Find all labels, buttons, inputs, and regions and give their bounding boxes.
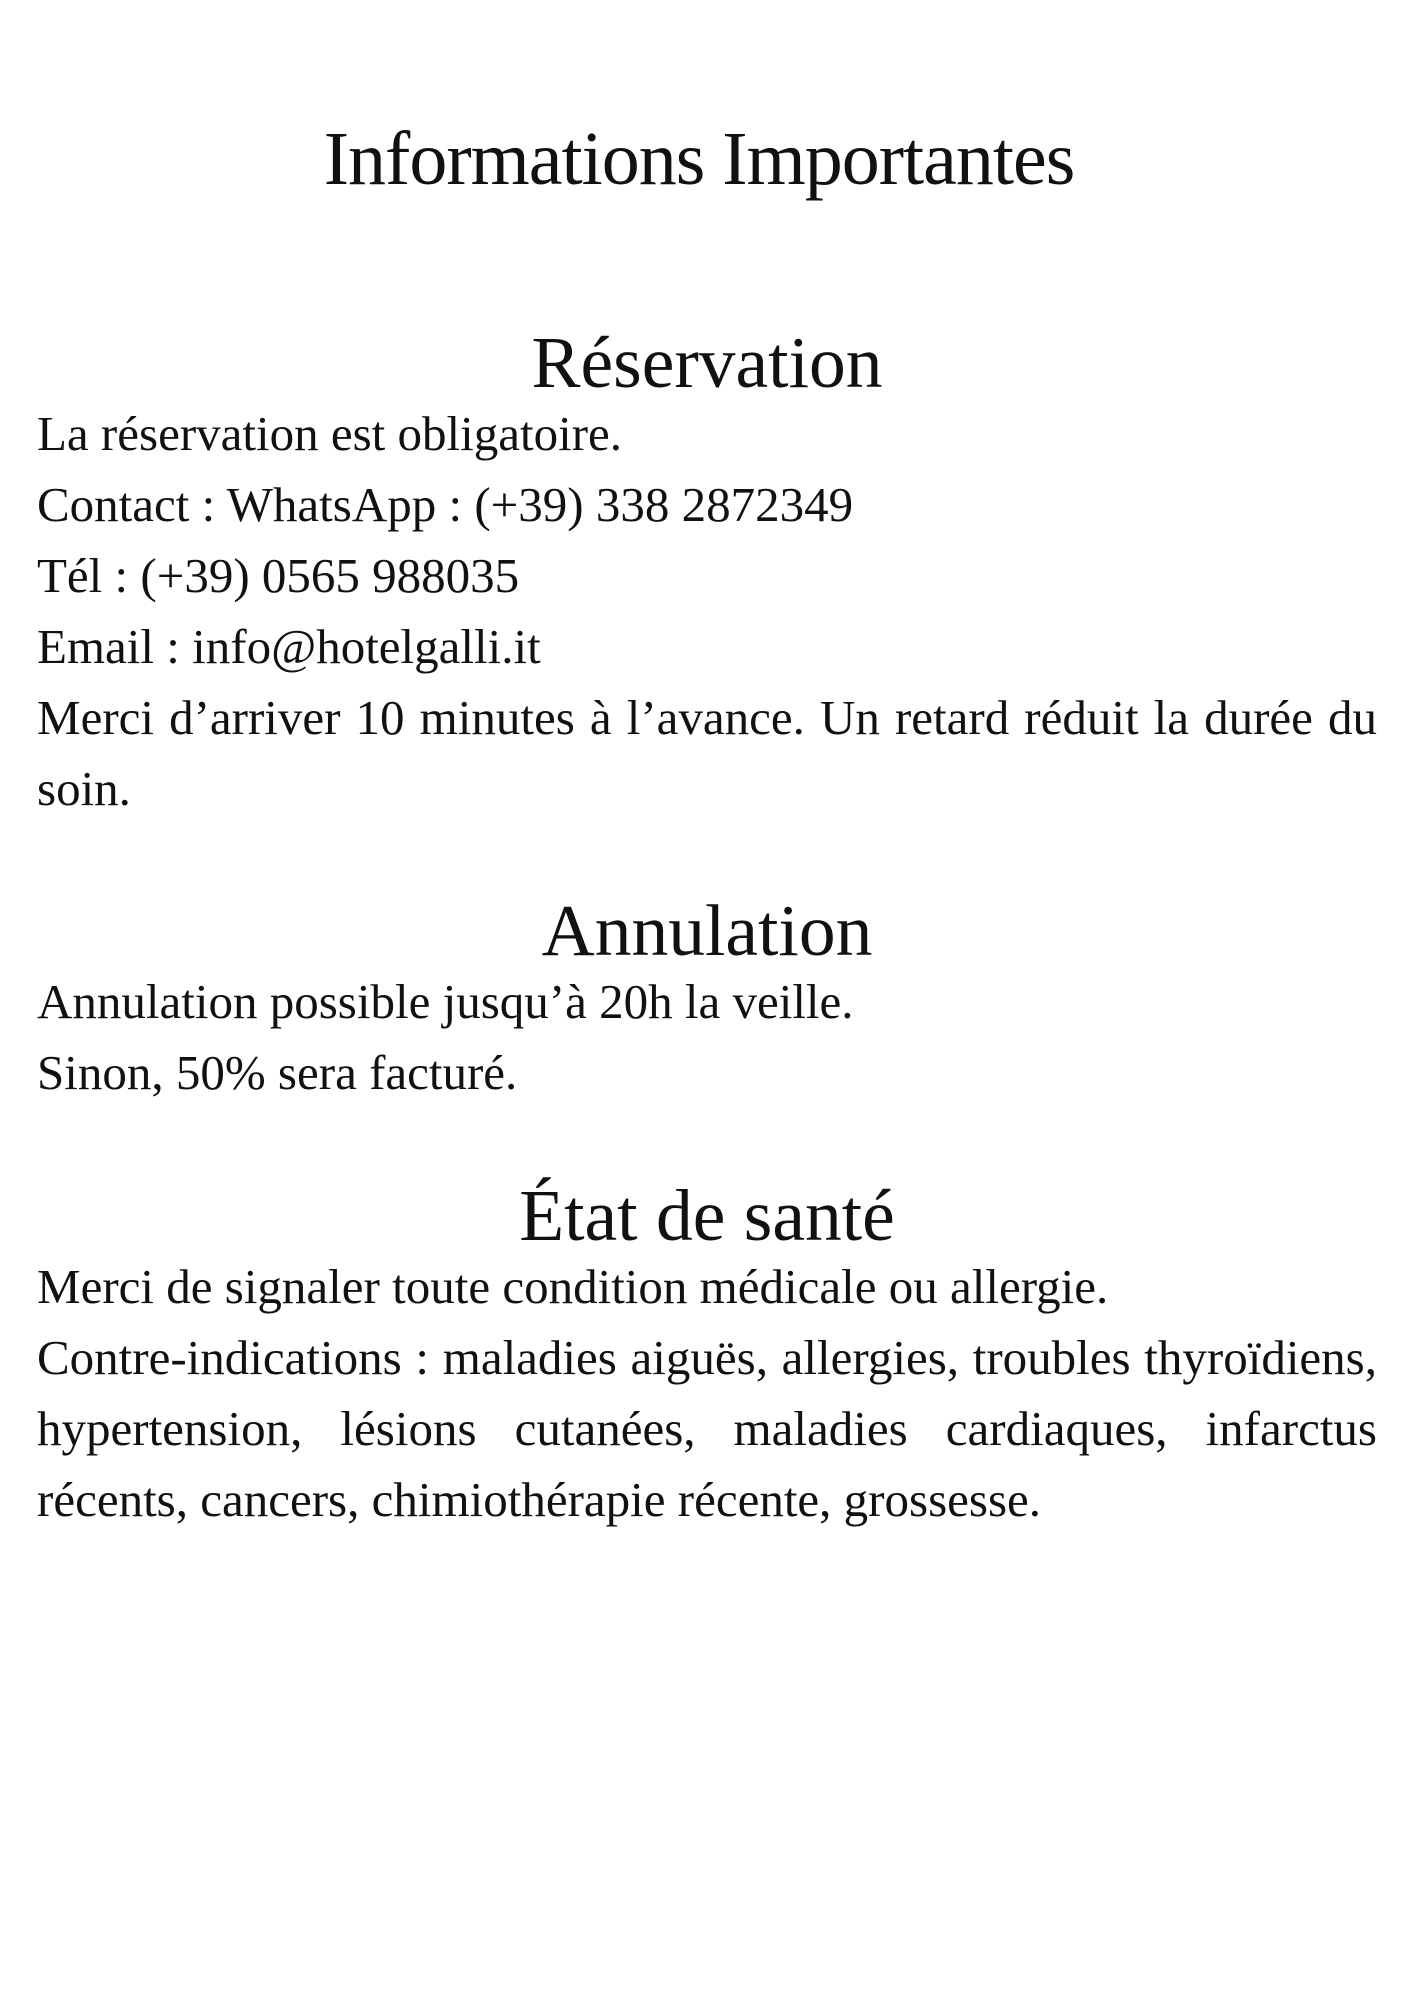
arrival-notice-text: Merci d’arriver 10 minutes à l’avance. Un retard réduit la durée du soin. bbox=[37, 690, 1377, 816]
cancellation-fee-text: Sinon, 50% sera facturé. bbox=[37, 1045, 518, 1100]
section-heading-sante: État de santé bbox=[519, 1175, 895, 1256]
email-contact-text: Email : info@hotelgalli.it bbox=[37, 619, 541, 674]
reservation-required-text: La réservation est obligatoire. bbox=[37, 406, 623, 461]
medical-condition-notice-text: Merci de signaler toute condition médicale ou allergie. bbox=[37, 1259, 1109, 1314]
section-reservation bbox=[37, 322, 1377, 824]
cancellation-deadline-text: Annulation possible jusqu’à 20h la veille. bbox=[37, 974, 854, 1029]
section-heading-reservation: Réservation bbox=[531, 322, 883, 403]
phone-contact-text: Tél : (+39) 0565 988035 bbox=[37, 548, 520, 603]
section-sante bbox=[37, 1175, 1377, 1535]
section-annulation bbox=[37, 890, 1377, 1108]
section-heading-annulation: Annulation bbox=[541, 890, 873, 971]
contraindications-text: Contre-indications : maladies aiguës, allergies, troubles thyroïdiens, hypertension, lésions cutanées, maladies cardiaques, infarctus récents, cancers, chimiothérapie récente, grossesse. bbox=[37, 1330, 1377, 1527]
page-title: Informations Importantes bbox=[323, 117, 1075, 201]
whatsapp-contact-text: Contact : WhatsApp : (+39) 338 2872349 bbox=[37, 477, 854, 532]
